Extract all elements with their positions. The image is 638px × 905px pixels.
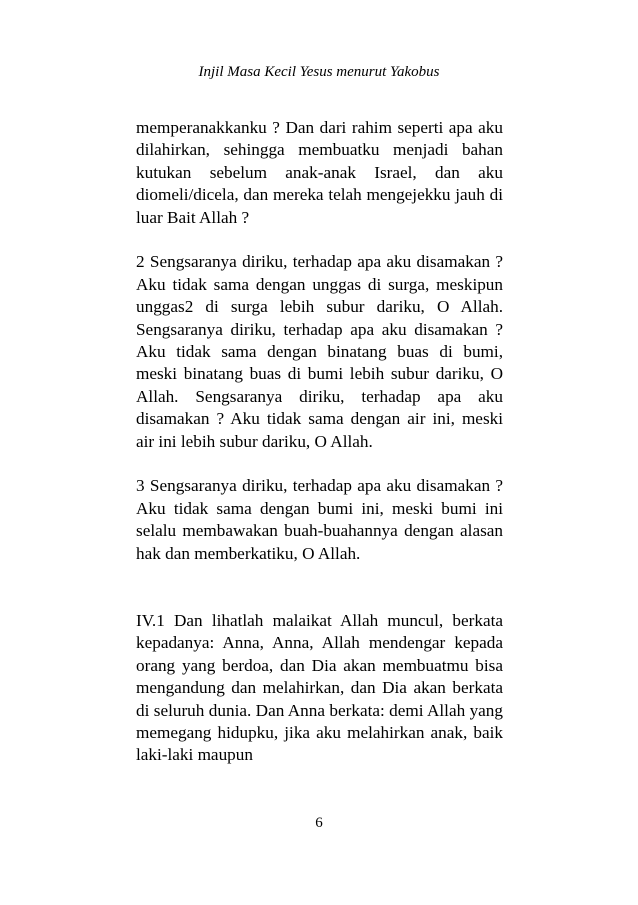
paragraph-chapter-4-verse-1: IV.1 Dan lihatlah malaikat Allah muncul, berkata kepadanya: Anna, Anna, Allah mendengar kepada orang yang berdoa, dan Dia akan membuatmu bisa mengandung dan melahirkan, dan Dia akan berkata di seluruh dunia. Dan Anna berkata: demi Allah yang memegang hidupku, jika aku melahirkan anak, baik laki-laki maupun [136, 610, 503, 765]
paragraph-verse-2: 2 Sengsaranya diriku, terhadap apa aku disamakan ? Aku tidak sama dengan unggas di surga, meskipun unggas2 di surga lebih subur dariku, O Allah. Sengsaranya diriku, terhadap apa aku disamakan ? Aku tidak sama dengan binatang buas di bumi, meski binatang buas di bumi lebih subur dariku, O Allah. Sengsaranya diriku, terhadap apa aku disamakan ? Aku tidak sama dengan air ini, meski air ini lebih subur dariku, O Allah. [136, 252, 503, 451]
running-header: Injil Masa Kecil Yesus menurut Yakobus [198, 64, 440, 80]
body-text [136, 117, 503, 767]
paragraph-continuation: memperanakkanku ? Dan dari rahim seperti apa aku dilahirkan, sehingga membuatku menjadi bahan kutukan sebelum anak-anak Israel, dan aku diomeli/dicela, dan mereka telah mengejekku jauh di luar Bait Allah ? [136, 118, 503, 227]
page-number: 6 [315, 815, 323, 831]
paragraph-verse-3: 3 Sengsaranya diriku, terhadap apa aku disamakan ? Aku tidak sama dengan bumi ini, meski bumi ini selalu membawakan buah-buahannya dengan alasan hak dan memberkatiku, O Allah. [136, 476, 503, 563]
